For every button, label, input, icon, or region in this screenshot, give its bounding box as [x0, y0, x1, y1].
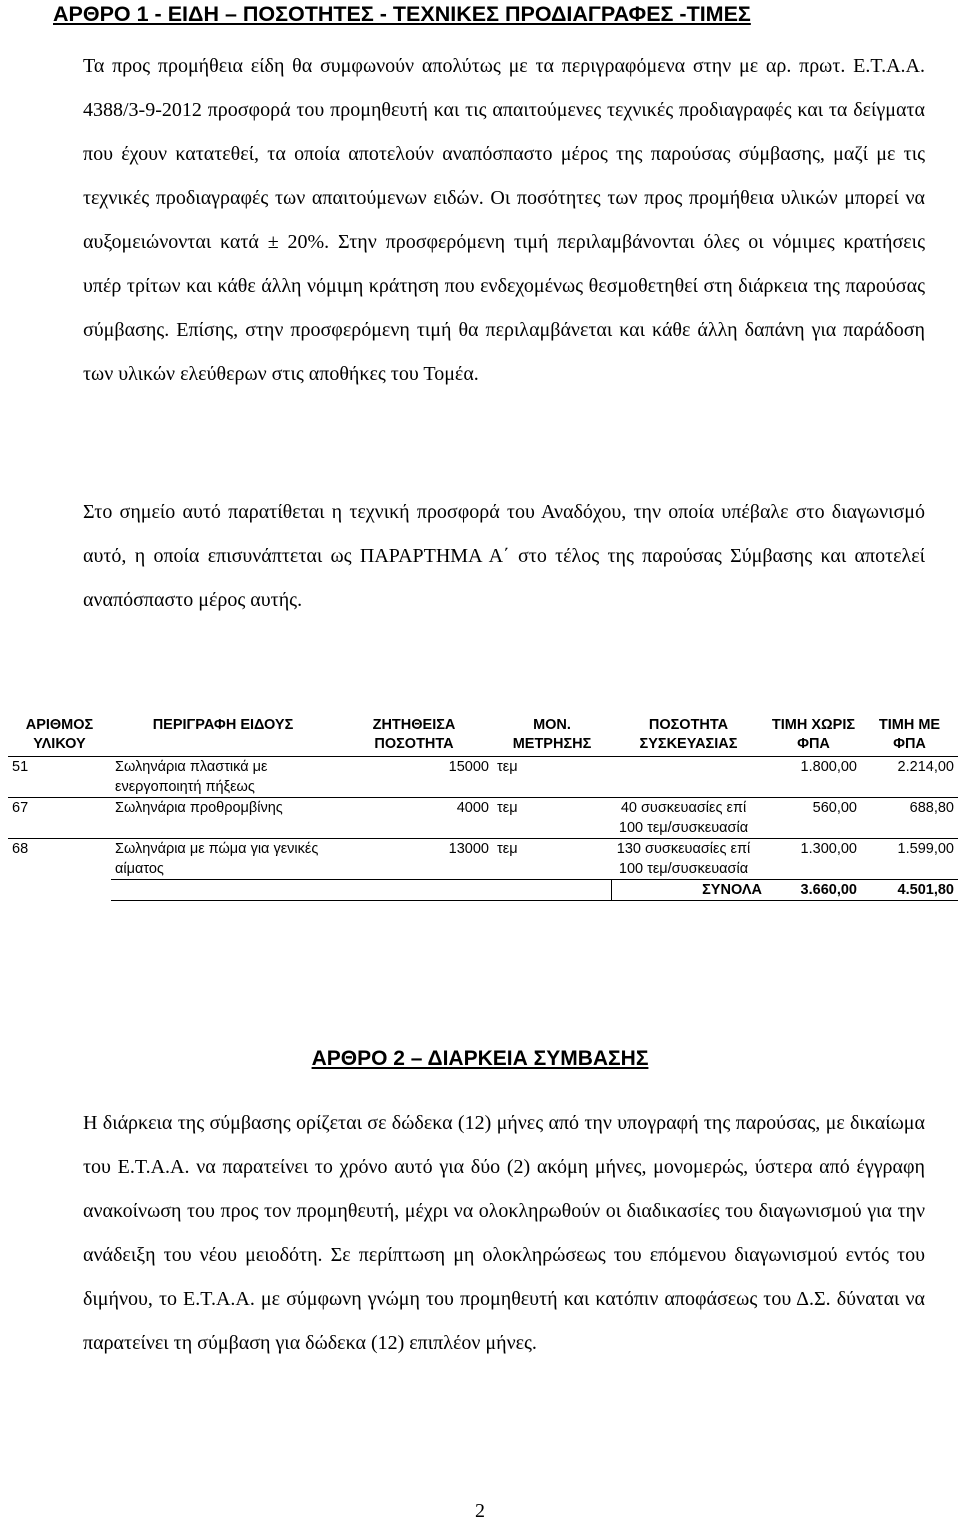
totals-row: [8, 880, 958, 901]
header-package-qty: ΠΟΣΟΤΗΤΑ ΣΥΣΚΕΥΑΣΙΑΣ: [639, 717, 738, 752]
items-table: [8, 713, 958, 901]
totals-label: ΣΥΝΟΛΑ: [611, 880, 766, 901]
article1-paragraph1: Τα προς προμήθεια είδη θα συμφωνούν απολύτως με τα περιγραφόμενα στην με αρ. πρωτ. Ε.Τ.Α.Α. 4388/3-9-2012 προσφορά του προμηθευτή και τις απαιτούμενες τεχνικές προδιαγραφές και τα δείγματα που έχουν κατατεθεί, τα οποία αποτελούν αναπόσπαστο μέρος της παρούσας σύμβασης, μαζί με τις τεχνικές προδιαγραφές των απαιτούμενων ειδών. Οι ποσότητες των προς προμήθεια υλικών μπορεί να αυξομειώνονται κατά ± 20%. Στην προσφερόμενη τιμή περιλαμβάνονται όλες οι νόμιμες κρατήσεις υπέρ τρίτων και κάθε άλλη νόμιμη κράτηση που ενδεχομένως θεσμοθετηθεί στη διάρκεια της παρούσας σύμβασης. Επίσης, στην προσφερόμενη τιμή θα περιλαμβάνεται και κάθε άλλη δαπάνη για παράδοση των υλικών ελεύθερων στις αποθήκες του Τομέα.: [83, 55, 925, 385]
cell-unit: τεμ: [493, 757, 611, 798]
cell-package-qty: [611, 757, 766, 798]
cell-item-no: 68: [8, 839, 111, 880]
cell-description: Σωληνάρια προθρομβίνης: [111, 798, 335, 839]
totals-price-no-vat: 3.660,00: [766, 880, 861, 901]
cell-requested-qty: 13000: [335, 839, 493, 880]
article1-paragraph2: Στο σημείο αυτό παρατίθεται η τεχνική προσφορά του Αναδόχου, την οποία υπέβαλε στο διαγωνισμό αυτό, η οποία επισυνάπτεται ως ΠΑΡΑΡΤΗΜΑ Α΄ στο τέλος της παρούσας Σύμβασης και αποτελεί αναπόσπαστο μέρος αυτής.: [83, 501, 925, 611]
cell-requested-qty: 15000: [335, 757, 493, 798]
cell-item-no: 51: [8, 757, 111, 798]
cell-description: Σωληνάρια πλαστικά με ενεργοποιητή πήξεως: [111, 757, 335, 798]
cell-price-vat: 2.214,00: [861, 757, 958, 798]
cell-requested-qty: 4000: [335, 798, 493, 839]
cell-price-vat: 1.599,00: [861, 839, 958, 880]
cell-package-qty: 40 συσκευασίες επί 100 τεμ/συσκευασία: [611, 798, 766, 839]
table-row: [8, 798, 958, 839]
cell-price-no-vat: 1.800,00: [766, 757, 861, 798]
article2-heading: ΑΡΘΡΟ 2 – ΔΙΑΡΚΕΙΑ ΣΥΜΒΑΣΗΣ: [311, 1047, 649, 1070]
header-description: ΠΕΡΙΓΡΑΦΗ ΕΙΔΟΥΣ: [152, 717, 294, 733]
header-requested-qty: ΖΗΤΗΘΕΙΣΑ ΠΟΣΟΤΗΤΑ: [372, 717, 456, 752]
totals-price-vat: 4.501,80: [861, 880, 958, 901]
article1-heading: ΑΡΘΡΟ 1 - ΕΙΔΗ – ΠΟΣΟΤΗΤΕΣ - ΤΕΧΝΙΚΕΣ ΠΡΟΔΙΑΓΡΑΦΕΣ -ΤΙΜΕΣ: [53, 2, 751, 26]
table-header-row: [8, 713, 958, 757]
header-item-no: ΑΡΙΘΜΟΣ ΥΛΙΚΟΥ: [25, 717, 94, 752]
cell-price-no-vat: 560,00: [766, 798, 861, 839]
page-number: 2: [475, 1500, 485, 1522]
cell-unit: τεμ: [493, 798, 611, 839]
cell-unit: τεμ: [493, 839, 611, 880]
cell-price-no-vat: 1.300,00: [766, 839, 861, 880]
cell-price-vat: 688,80: [861, 798, 958, 839]
cell-description: Σωληνάρια με πώμα για γενικές αίματος: [111, 839, 335, 880]
table-row: [8, 839, 958, 880]
table-row: [8, 757, 958, 798]
header-price-no-vat: ΤΙΜΗ ΧΩΡΙΣ ΦΠΑ: [771, 717, 856, 752]
header-price-vat: ΤΙΜΗ ΜΕ ΦΠΑ: [878, 717, 941, 752]
article2-paragraph: Η διάρκεια της σύμβασης ορίζεται σε δώδεκα (12) μήνες από την υπογραφή της παρούσας, με δικαίωμα του Ε.Τ.Α.Α. να παρατείνει το χρόνο αυτό για δύο (2) ακόμη μήνες, μονομερώς, ύστερα από έγγραφη ανακοίνωση του προς τον προμηθευτή, μέχρι να ολοκληρωθούν οι διαδικασίες του διαγωνισμού για την ανάδειξη του νέου μειοδότη. Σε περίπτωση μη ολοκληρώσεως του επόμενου διαγωνισμού εντός του διμήνου, το Ε.Τ.Α.Α. με σύμφωνη γνώμη του προμηθευτή και κατόπιν αποφάσεως του Δ.Σ. δύναται να παρατείνει τη σύμβαση για δώδεκα (12) επιπλέον μήνες.: [83, 1112, 925, 1354]
cell-item-no: 67: [8, 798, 111, 839]
header-unit: ΜΟΝ. ΜΕΤΡΗΣΗΣ: [512, 717, 592, 752]
cell-package-qty: 130 συσκευασίες επί 100 τεμ/συσκευασία: [611, 839, 766, 880]
